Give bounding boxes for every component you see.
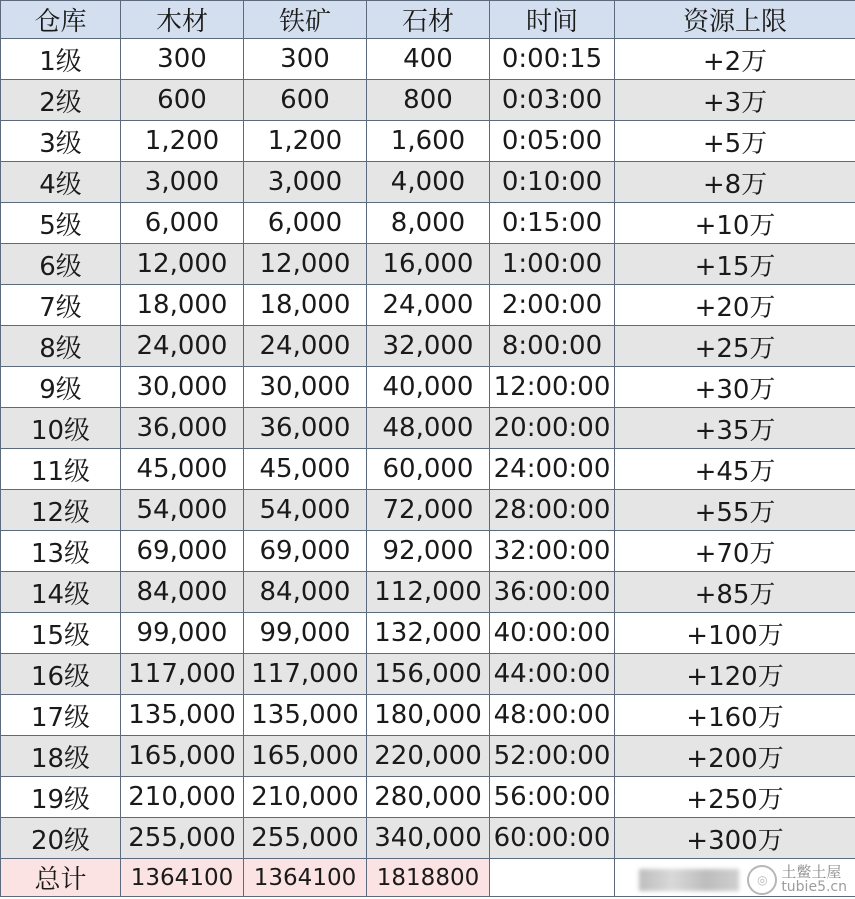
- cell-wood: 117,000: [121, 654, 244, 695]
- cell-time: 1:00:00: [490, 244, 615, 285]
- cell-time: 0:10:00: [490, 162, 615, 203]
- cell-wood: 12,000: [121, 244, 244, 285]
- cell-stone: 32,000: [367, 326, 490, 367]
- cell-iron: 255,000: [244, 818, 367, 859]
- cell-iron: 210,000: [244, 777, 367, 818]
- cell-limit: +45万: [615, 449, 855, 490]
- cell-stone: 60,000: [367, 449, 490, 490]
- cell-wood: 54,000: [121, 490, 244, 531]
- cell-wood: 30,000: [121, 367, 244, 408]
- table-row: [1, 121, 855, 162]
- cell-iron: 1,200: [244, 121, 367, 162]
- cell-iron: 6,000: [244, 203, 367, 244]
- cell-time: 8:00:00: [490, 326, 615, 367]
- site-watermark: [639, 862, 847, 896]
- cell-stone: 280,000: [367, 777, 490, 818]
- cell-limit: +2万: [615, 39, 855, 80]
- cell-limit: +100万: [615, 613, 855, 654]
- cell-time: 52:00:00: [490, 736, 615, 777]
- cell-stone: 400: [367, 39, 490, 80]
- cell-wood: 255,000: [121, 818, 244, 859]
- cell-wood: 300: [121, 39, 244, 80]
- cell-limit: +30万: [615, 367, 855, 408]
- cell-iron: 99,000: [244, 613, 367, 654]
- total-iron: 1364100: [244, 859, 367, 897]
- cell-stone: 800: [367, 80, 490, 121]
- cell-level: 17级: [1, 695, 121, 736]
- header-limit: 资源上限: [615, 1, 855, 39]
- table-row: [1, 777, 855, 818]
- cell-time: 44:00:00: [490, 654, 615, 695]
- watermark-title: 土鳖土屋: [781, 862, 842, 881]
- cell-wood: 1,200: [121, 121, 244, 162]
- cell-limit: +35万: [615, 408, 855, 449]
- cell-time: 32:00:00: [490, 531, 615, 572]
- cell-stone: 24,000: [367, 285, 490, 326]
- cell-iron: 3,000: [244, 162, 367, 203]
- table-row: [1, 162, 855, 203]
- cell-iron: 24,000: [244, 326, 367, 367]
- cell-wood: 135,000: [121, 695, 244, 736]
- table-row: [1, 572, 855, 613]
- cell-stone: 8,000: [367, 203, 490, 244]
- cell-time: 0:15:00: [490, 203, 615, 244]
- cell-level: 7级: [1, 285, 121, 326]
- cell-iron: 69,000: [244, 531, 367, 572]
- cell-iron: 135,000: [244, 695, 367, 736]
- cell-level: 4级: [1, 162, 121, 203]
- cell-level: 2级: [1, 80, 121, 121]
- cell-time: 2:00:00: [490, 285, 615, 326]
- table-row: [1, 613, 855, 654]
- cell-wood: 84,000: [121, 572, 244, 613]
- cell-limit: +3万: [615, 80, 855, 121]
- cell-level: 8级: [1, 326, 121, 367]
- cell-iron: 117,000: [244, 654, 367, 695]
- cell-iron: 600: [244, 80, 367, 121]
- cell-level: 5级: [1, 203, 121, 244]
- cell-limit: +250万: [615, 777, 855, 818]
- cell-level: 13级: [1, 531, 121, 572]
- cell-time: 40:00:00: [490, 613, 615, 654]
- cell-iron: 84,000: [244, 572, 367, 613]
- cell-limit: +200万: [615, 736, 855, 777]
- table-row: [1, 695, 855, 736]
- cell-iron: 165,000: [244, 736, 367, 777]
- cell-stone: 40,000: [367, 367, 490, 408]
- cell-time: 12:00:00: [490, 367, 615, 408]
- cell-time: 24:00:00: [490, 449, 615, 490]
- cell-time: 48:00:00: [490, 695, 615, 736]
- total-time-empty: [490, 859, 615, 897]
- cell-wood: 69,000: [121, 531, 244, 572]
- cell-wood: 99,000: [121, 613, 244, 654]
- cell-limit: +5万: [615, 121, 855, 162]
- cell-level: 20级: [1, 818, 121, 859]
- header-iron: 铁矿: [244, 1, 367, 39]
- cell-time: 0:03:00: [490, 80, 615, 121]
- cell-level: 1级: [1, 39, 121, 80]
- total-stone: 1818800: [367, 859, 490, 897]
- cell-wood: 165,000: [121, 736, 244, 777]
- cell-iron: 36,000: [244, 408, 367, 449]
- cell-time: 56:00:00: [490, 777, 615, 818]
- header-row: [1, 1, 855, 39]
- cell-wood: 24,000: [121, 326, 244, 367]
- total-wood: 1364100: [121, 859, 244, 897]
- table-row: [1, 736, 855, 777]
- cell-limit: +85万: [615, 572, 855, 613]
- cell-limit: +8万: [615, 162, 855, 203]
- table-row: [1, 654, 855, 695]
- cell-limit: +160万: [615, 695, 855, 736]
- cell-stone: 112,000: [367, 572, 490, 613]
- table-row: [1, 244, 855, 285]
- cell-limit: +20万: [615, 285, 855, 326]
- header-stone: 石材: [367, 1, 490, 39]
- cell-level: 9级: [1, 367, 121, 408]
- cell-time: 0:05:00: [490, 121, 615, 162]
- cell-iron: 300: [244, 39, 367, 80]
- cell-limit: +15万: [615, 244, 855, 285]
- cell-time: 60:00:00: [490, 818, 615, 859]
- table-row: [1, 449, 855, 490]
- cell-limit: +55万: [615, 490, 855, 531]
- table-row: [1, 408, 855, 449]
- cell-stone: 180,000: [367, 695, 490, 736]
- table-row: [1, 203, 855, 244]
- cell-wood: 36,000: [121, 408, 244, 449]
- cell-limit: +10万: [615, 203, 855, 244]
- cell-level: 10级: [1, 408, 121, 449]
- cell-level: 19级: [1, 777, 121, 818]
- cell-stone: 16,000: [367, 244, 490, 285]
- cell-wood: 18,000: [121, 285, 244, 326]
- cell-wood: 600: [121, 80, 244, 121]
- cell-level: 11级: [1, 449, 121, 490]
- watermark-url: tubie5.cn: [781, 879, 847, 896]
- cell-limit: +300万: [615, 818, 855, 859]
- cell-stone: 220,000: [367, 736, 490, 777]
- table-row: [1, 367, 855, 408]
- cell-iron: 54,000: [244, 490, 367, 531]
- header-time: 时间: [490, 1, 615, 39]
- cell-iron: 12,000: [244, 244, 367, 285]
- cell-level: 12级: [1, 490, 121, 531]
- cell-wood: 3,000: [121, 162, 244, 203]
- table-row: [1, 326, 855, 367]
- cell-time: 20:00:00: [490, 408, 615, 449]
- cell-stone: 92,000: [367, 531, 490, 572]
- cell-stone: 72,000: [367, 490, 490, 531]
- cell-stone: 1,600: [367, 121, 490, 162]
- cell-limit: +120万: [615, 654, 855, 695]
- cell-time: 0:00:15: [490, 39, 615, 80]
- cell-stone: 156,000: [367, 654, 490, 695]
- total-label: 总计: [1, 859, 121, 897]
- cell-limit: +70万: [615, 531, 855, 572]
- table-row: [1, 531, 855, 572]
- cell-time: 36:00:00: [490, 572, 615, 613]
- cell-level: 16级: [1, 654, 121, 695]
- cell-iron: 30,000: [244, 367, 367, 408]
- header-level: 仓库: [1, 1, 121, 39]
- table-row: [1, 80, 855, 121]
- cell-wood: 210,000: [121, 777, 244, 818]
- cell-stone: 4,000: [367, 162, 490, 203]
- cell-iron: 18,000: [244, 285, 367, 326]
- table-row: [1, 285, 855, 326]
- blurred-text: [639, 869, 739, 891]
- cell-level: 6级: [1, 244, 121, 285]
- cell-stone: 48,000: [367, 408, 490, 449]
- table-row: [1, 490, 855, 531]
- cell-stone: 340,000: [367, 818, 490, 859]
- cell-wood: 45,000: [121, 449, 244, 490]
- cell-wood: 6,000: [121, 203, 244, 244]
- cell-level: 14级: [1, 572, 121, 613]
- cell-level: 18级: [1, 736, 121, 777]
- watermark-logo-icon: ◎: [747, 865, 777, 895]
- cell-stone: 132,000: [367, 613, 490, 654]
- cell-level: 3级: [1, 121, 121, 162]
- cell-limit: +25万: [615, 326, 855, 367]
- table-row: [1, 818, 855, 859]
- cell-time: 28:00:00: [490, 490, 615, 531]
- cell-iron: 45,000: [244, 449, 367, 490]
- header-wood: 木材: [121, 1, 244, 39]
- table-row: [1, 39, 855, 80]
- cell-level: 15级: [1, 613, 121, 654]
